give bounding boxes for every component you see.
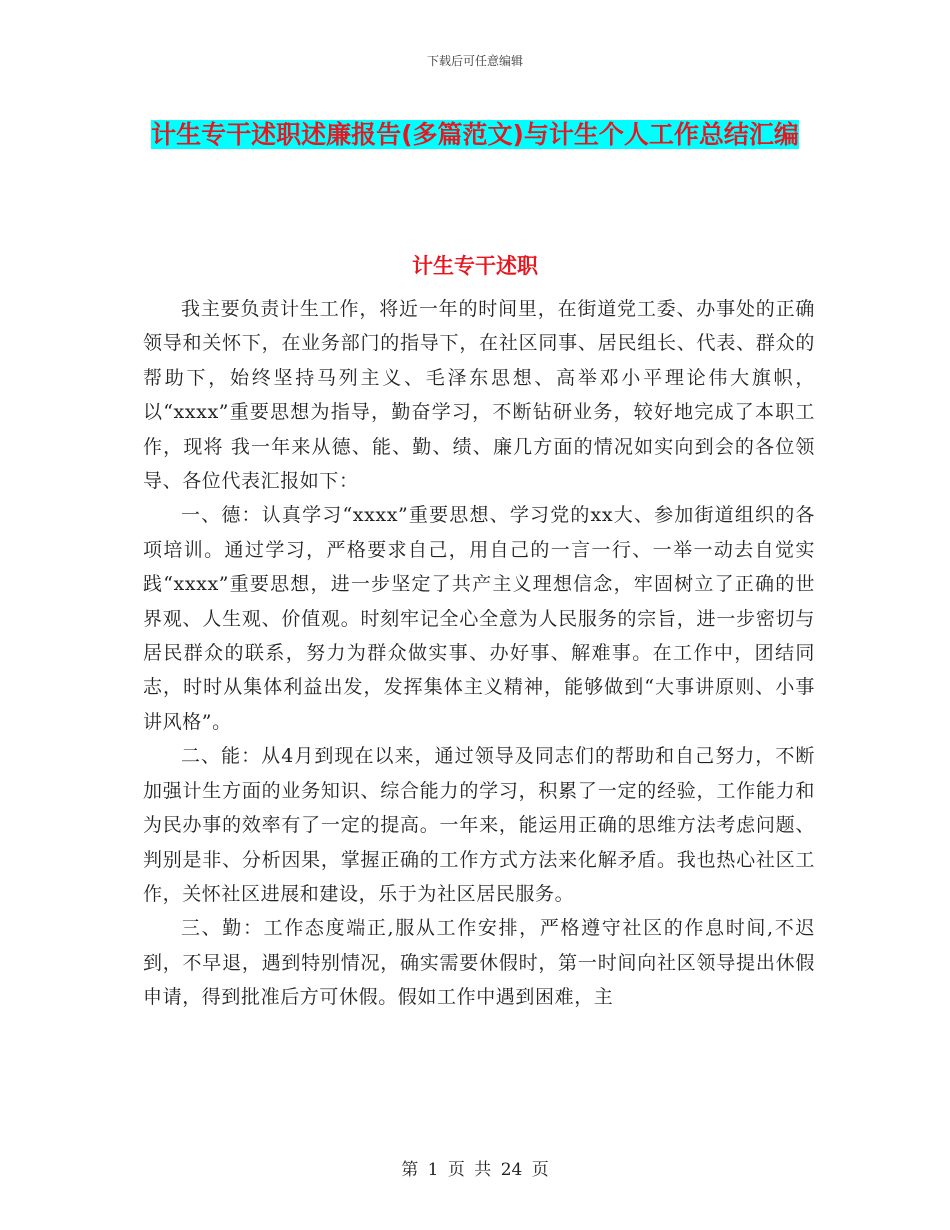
document-title-text: 计生专干述职述廉报告(多篇范文)与计生个人工作总结汇编 — [151, 120, 799, 149]
header-note: 下载后可任意编辑 — [426, 54, 523, 68]
document-body — [143, 292, 815, 1015]
section-title: 计生专干述职 — [412, 254, 538, 278]
document-title — [140, 112, 810, 158]
page-number: 第 1 页 共 24 页 — [401, 1160, 549, 1180]
paragraph: 二、能：从4月到现在以来，通过领导及同志们的帮助和自己努力，不断加强计生方面的业务知识、综合能力的学习，积累了一定的经验，工作能力和为民办事的效率有了一定的提高。一年来，能运用正确的思维方法考虑问题、判别是非、分析因果，掌握正确的工作方式方法来化解矛盾。我也热心社区工作，关怀社区进展和建设，乐于为社区居民服务。 — [143, 745, 815, 905]
paragraph: 我主要负责计生工作，将近一年的时间里，在街道党工委、办事处的正确领导和关怀下，在业务部门的指导下，在社区同事、居民组长、代表、群众的帮助下，始终坚持马列主义、毛泽东思想、高举邓小平理论伟大旗帜，以“xxxx”重要思想为指导，勤奋学习，不断钻研业务，较好地完成了本职工作，现将 我一年来从德、能、勤、绩、廉几方面的情况如实向到会的各位领导、各位代表汇报如下： — [143, 298, 815, 493]
paragraph: 一、德：认真学习“xxxx”重要思想、学习党的xx大、参加街道组织的各项培训。通过学习，严格要求自己，用自己的一言一行、一举一动去自觉实践“xxxx”重要思想，进一步坚定了共产主义理想信念，牢固树立了正确的世界观、人生观、价值观。时刻牢记全心全意为人民服务的宗旨，进一步密切与居民群众的联系，努力为群众做实事、办好事、解难事。在工作中，团结同志，时时从集体利益出发，发挥集体主义精神，能够做到“大事讲原则、小事讲风格”。 — [143, 504, 815, 733]
paragraph: 三、勤：工作态度端正,服从工作安排，严格遵守社区的作息时间,不迟到，不早退，遇到特别情况，确实需要休假时，第一时间向社区领导提出休假申请，得到批准后方可休假。假如工作中遇到困难，主 — [143, 917, 815, 1009]
